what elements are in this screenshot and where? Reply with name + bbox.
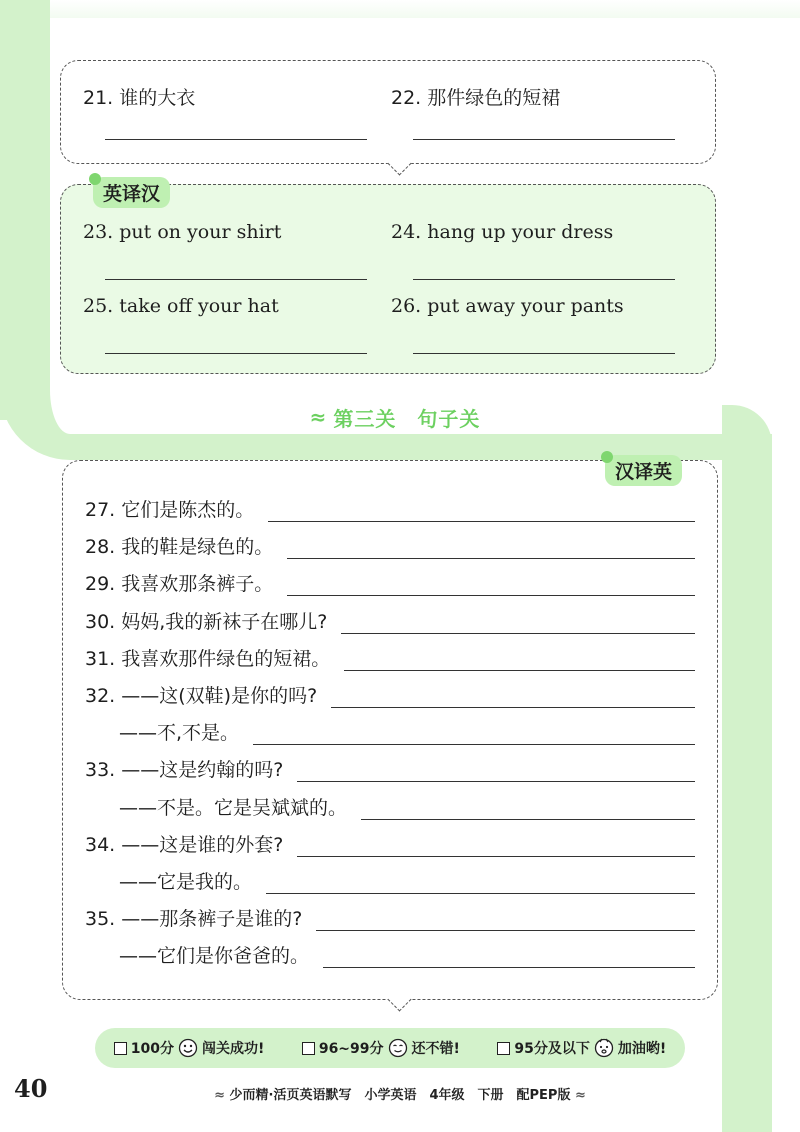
question-24 xyxy=(391,221,613,243)
answer-line-24[interactable] xyxy=(413,279,675,280)
question-text: hang up your dress xyxy=(427,221,614,243)
score-item-100 xyxy=(114,1038,265,1058)
waves-icon: ≈ xyxy=(214,1088,225,1103)
answer-line-25[interactable] xyxy=(105,353,367,354)
cheer-face-icon xyxy=(594,1038,614,1058)
answer-line-22[interactable] xyxy=(413,139,675,140)
translation-prompt: 31. 我喜欢那件绿色的短裙。 xyxy=(85,647,331,670)
score-label: 96~99分 xyxy=(318,1041,384,1057)
section-title xyxy=(280,400,510,434)
score-item-95-below xyxy=(497,1038,666,1058)
happy-face-icon xyxy=(178,1038,198,1058)
answer-line[interactable] xyxy=(297,781,695,782)
score-message: 闯关成功! xyxy=(201,1041,265,1057)
question-text: 那件绿色的短裙 xyxy=(427,87,561,109)
answer-line-23[interactable] xyxy=(105,279,367,280)
question-text: take off your hat xyxy=(119,295,279,317)
en-to-cn-tag: 英译汉 xyxy=(93,177,170,208)
translation-prompt: 30. 妈妈,我的新袜子在哪儿? xyxy=(85,610,328,633)
answer-line[interactable] xyxy=(287,558,695,559)
answer-line[interactable] xyxy=(316,930,695,931)
question-text: 谁的大衣 xyxy=(119,87,196,109)
translation-prompt: ——它是我的。 xyxy=(119,871,253,893)
question-25 xyxy=(83,295,279,317)
question-text: put away your pants xyxy=(427,295,624,317)
translation-prompt: ——不是。它是吴斌斌的。 xyxy=(119,796,348,819)
cn-to-en-box xyxy=(62,460,718,1000)
top-edge xyxy=(0,0,800,18)
checkbox[interactable] xyxy=(497,1042,510,1055)
question-text: put on your shirt xyxy=(119,221,282,243)
answer-line-26[interactable] xyxy=(413,353,675,354)
en-to-cn-box xyxy=(60,184,716,374)
question-23 xyxy=(83,221,281,243)
translation-prompt: 33. ——这是约翰的吗? xyxy=(85,759,284,782)
right-green-band xyxy=(722,405,772,1132)
score-message: 加油哟! xyxy=(617,1041,667,1057)
smile-face-icon xyxy=(388,1038,408,1058)
answer-line[interactable] xyxy=(253,744,695,745)
answer-line[interactable] xyxy=(268,521,695,522)
translation-prompt: 35. ——那条裤子是谁的? xyxy=(85,908,303,931)
translation-prompt: 28. 我的鞋是绿色的。 xyxy=(85,536,274,559)
question-number: 22. xyxy=(391,87,422,109)
answer-line[interactable] xyxy=(323,967,695,968)
score-label: 95分及以下 xyxy=(514,1041,590,1057)
score-item-96-99 xyxy=(302,1038,460,1058)
checkbox[interactable] xyxy=(302,1042,315,1055)
answer-line[interactable] xyxy=(344,670,695,671)
box-notch xyxy=(387,987,411,1011)
waves-icon: ≈ xyxy=(574,1088,586,1103)
footer-title: 少而精·活页英语默写 小学英语 4年级 下册 配PEP版 xyxy=(229,1088,571,1103)
question-number: 25. xyxy=(83,295,114,317)
question-26 xyxy=(391,295,624,317)
translation-prompt: ——它们是你爸爸的。 xyxy=(119,945,310,968)
score-bar xyxy=(95,1028,685,1068)
answer-line[interactable] xyxy=(287,595,695,596)
translation-prompt: 27. 它们是陈杰的。 xyxy=(85,499,255,521)
box-notch xyxy=(387,151,411,175)
answer-line-21[interactable] xyxy=(105,139,367,140)
translation-prompt: ——不,不是。 xyxy=(119,722,240,745)
page-number: 40 xyxy=(14,1074,48,1103)
left-green-band xyxy=(0,0,50,420)
cn-to-en-tag: 汉译英 xyxy=(605,455,682,486)
question-number: 24. xyxy=(391,221,422,243)
answer-line[interactable] xyxy=(266,893,695,894)
translation-prompt: 29. 我喜欢那条裤子。 xyxy=(85,573,274,596)
waves-icon: ≈ xyxy=(309,405,328,429)
answer-line[interactable] xyxy=(361,819,695,820)
question-number: 23. xyxy=(83,221,114,243)
score-message: 还不错! xyxy=(411,1041,460,1057)
answer-line[interactable] xyxy=(341,633,695,634)
score-label: 100分 xyxy=(130,1041,174,1057)
footer-text xyxy=(180,1084,620,1103)
question-21 xyxy=(83,83,195,110)
answer-line[interactable] xyxy=(331,707,695,708)
question-number: 26. xyxy=(391,295,422,317)
answer-line[interactable] xyxy=(297,856,695,857)
question-number: 21. xyxy=(83,87,114,109)
question-22 xyxy=(391,83,560,110)
vocab-box xyxy=(60,60,716,164)
translation-prompt: 34. ——这是谁的外套? xyxy=(85,833,284,856)
checkbox[interactable] xyxy=(114,1042,127,1055)
section-title-text: 第三关 句子关 xyxy=(333,406,481,431)
translation-prompt: 32. ——这(双鞋)是你的吗? xyxy=(85,685,318,707)
